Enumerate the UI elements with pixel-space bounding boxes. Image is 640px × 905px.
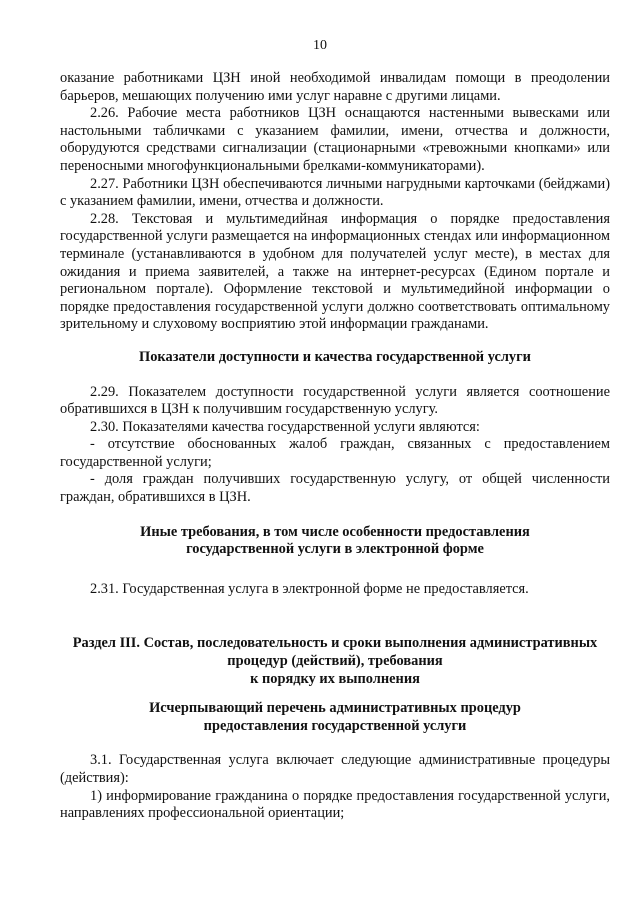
paragraph-continuation: оказание работниками ЦЗН иной необходимой инвалидам помощи в преодолении барьеров, мешающих получению ими услуг наравне с другими лицами.: [60, 70, 610, 104]
paragraph-2-29: 2.29. Показателем доступности государственной услуги является соотношение обратившихся в ЦЗН к получившим государственную услугу.: [60, 383, 610, 418]
list-item-informing: 1) информирование гражданина о порядке предоставления государственной услуги, направлениях профессиональной ориентации;: [60, 787, 610, 822]
heading-other-requirements-line2: государственной услуги в электронной форме: [186, 541, 484, 558]
paragraph-2-30: 2.30. Показателями качества государственной услуги являются:: [90, 418, 480, 435]
paragraph-2-26: 2.26. Рабочие места работников ЦЗН оснащаются настенными вывесками или настольными табличками с указанием фамилии, имени, отчества и должности, оборудуются средствами сигнализации (стационарными «тревожными кнопками» или переносными многофункциональными брелками-коммуникаторами).: [60, 105, 610, 174]
document-body: [60, 70, 610, 823]
heading-section-3-line3: к порядку их выполнения: [250, 670, 420, 687]
list-item-complaints: - отсутствие обоснованных жалоб граждан, связанных с предоставлением государственной услуги;: [60, 436, 610, 470]
paragraph-2-31: 2.31. Государственная услуга в электронной форме не предоставляется.: [90, 580, 529, 597]
heading-other-requirements-line1: Иные требования, в том числе особенности предоставления: [140, 523, 530, 540]
list-item-share: - доля граждан получивших государственную услугу, от общей численности граждан, обратившихся в ЦЗН.: [60, 471, 610, 506]
paragraph-2-27: 2.27. Работники ЦЗН обеспечиваются личными нагрудными карточками (бейджами) с указанием фамилии, имени, отчества и должности.: [60, 175, 610, 210]
heading-section-3-line1: Раздел III. Состав, последовательность и сроки выполнения административных: [72, 635, 598, 652]
heading-procedures-list-line1: Исчерпывающий перечень административных процедур: [149, 700, 521, 717]
heading-section-3-line2: процедур (действий), требования: [227, 653, 443, 670]
paragraph-2-28: 2.28. Текстовая и мультимедийная информация о порядке предоставления государственной услуги размещается на информационных стендах или информационном терминале (устанавливаются в удобном для получателей услуг месте), в местах для ожидания и приема заявителей, а также на интернет-ресурсах (Едином портале и региональном портале). Оформление текстовой и мультимедийной информации о порядке предоставления государственной услуги должно соответствовать оптимальному зрительному и слуховому восприятию этой информации гражданами.: [60, 210, 610, 333]
page-number: 10: [313, 38, 327, 53]
heading-procedures-list-line2: предоставления государственной услуги: [203, 717, 467, 734]
paragraph-3-1: 3.1. Государственная услуга включает следующие административные процедуры (действия):: [60, 752, 610, 786]
heading-accessibility-indicators: Показатели доступности и качества государственной услуги: [139, 348, 531, 365]
